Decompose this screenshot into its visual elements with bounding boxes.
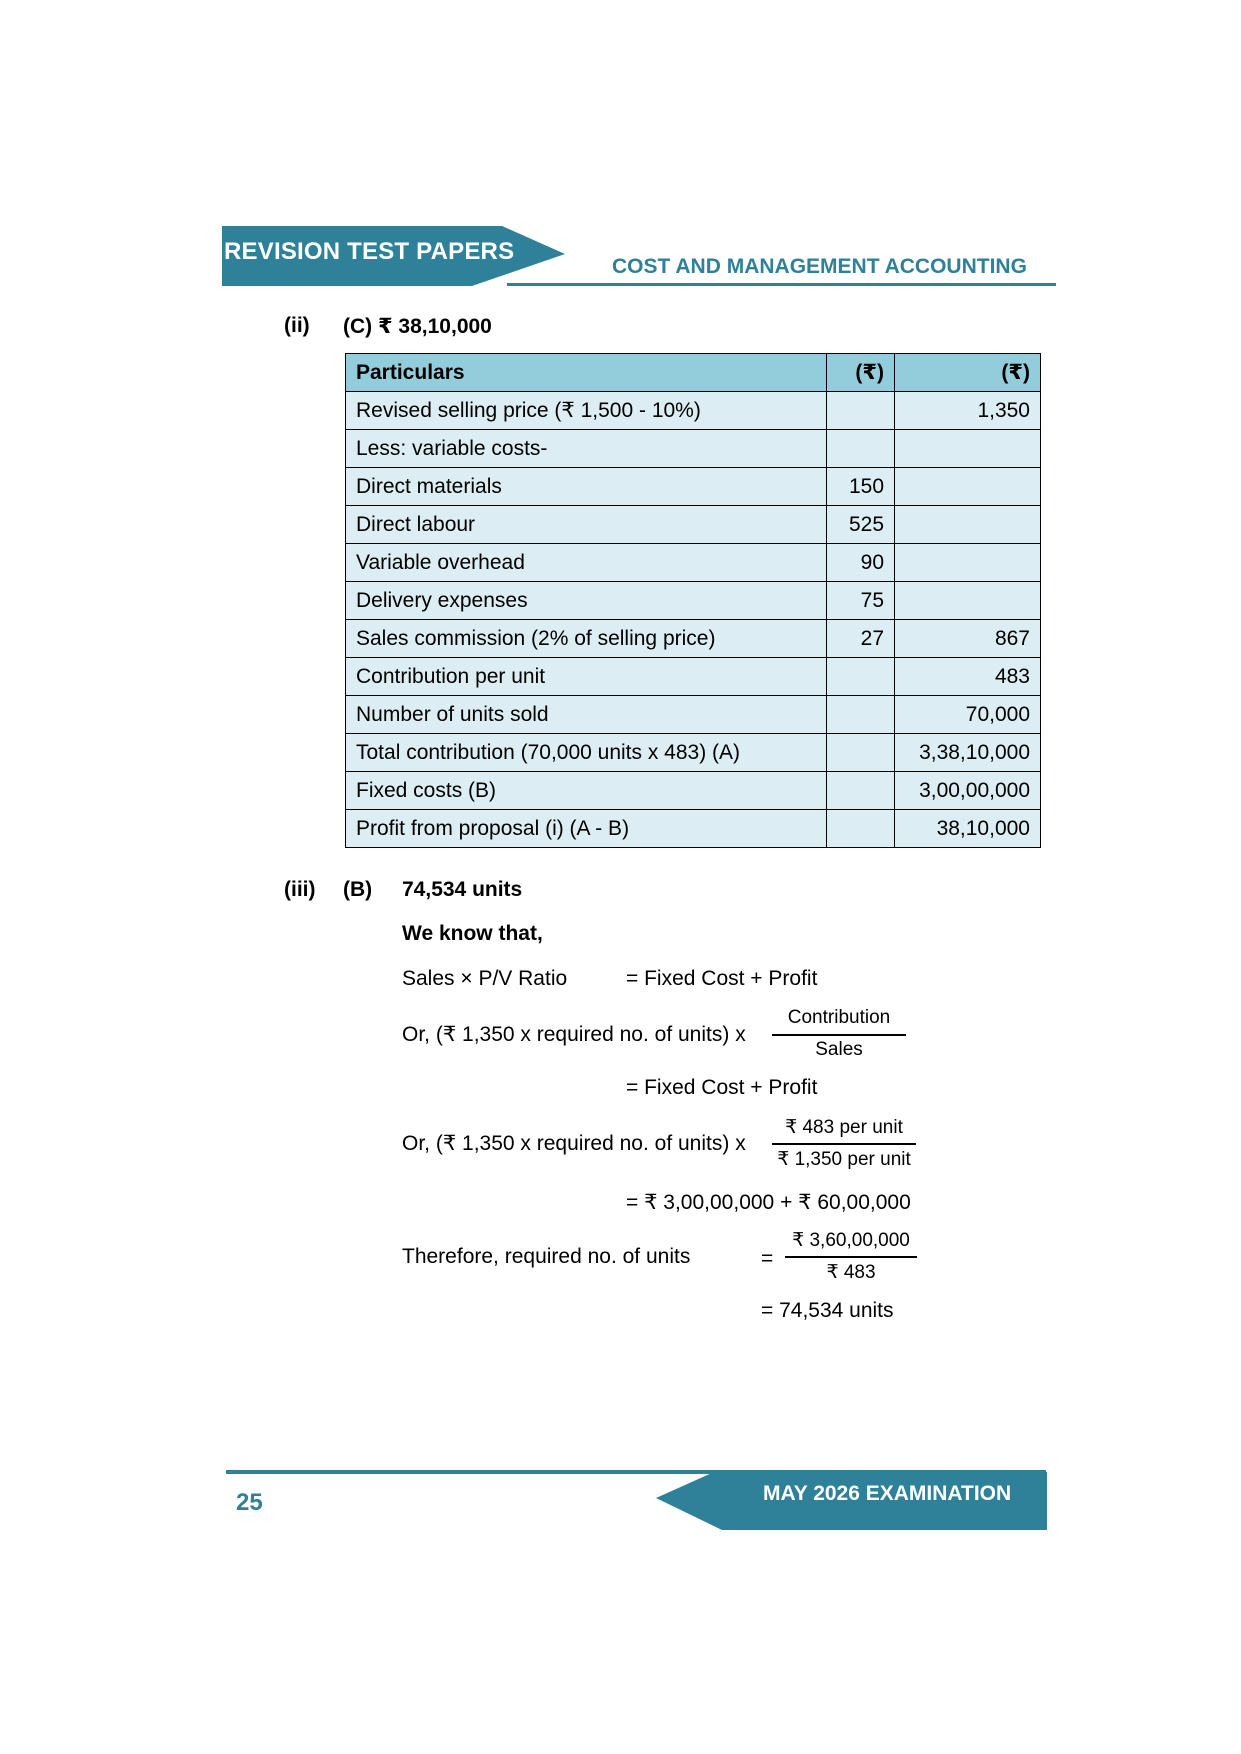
- equation-6-left: Therefore, required no. of units: [402, 1245, 691, 1268]
- equation-6-equals: =: [761, 1247, 774, 1270]
- table-cell: 3,38,10,000: [895, 734, 1041, 772]
- table-row: [346, 658, 1041, 696]
- table-cell: [827, 734, 895, 772]
- table-row: [346, 506, 1041, 544]
- table-header-amount-1: (₹): [827, 354, 895, 392]
- equation-4-denominator: ₹ 1,350 per unit: [777, 1149, 911, 1170]
- table-row: [346, 392, 1041, 430]
- table-cell: [827, 772, 895, 810]
- equation-6-numerator: ₹ 3,60,00,000: [792, 1230, 910, 1251]
- equation-1-right: = Fixed Cost + Profit: [626, 967, 818, 990]
- table-cell: 75: [827, 582, 895, 620]
- contribution-table: [345, 353, 1041, 848]
- table-cell: [895, 468, 1041, 506]
- table-cell: 1,350: [895, 392, 1041, 430]
- table-cell: [827, 430, 895, 468]
- table-cell: 3,00,00,000: [895, 772, 1041, 810]
- equation-1-left: Sales × P/V Ratio: [402, 967, 568, 990]
- table-cell: [895, 582, 1041, 620]
- table-cell: 38,10,000: [895, 810, 1041, 848]
- table-row: [346, 468, 1041, 506]
- header-left-title: REVISION TEST PAPERS: [224, 238, 515, 265]
- table-row: [346, 772, 1041, 810]
- table-cell: [827, 696, 895, 734]
- equation-2-numerator: Contribution: [787, 1007, 891, 1028]
- part-ii-option: (C) ₹ 38,10,000: [343, 315, 492, 338]
- table-cell: Less: variable costs-: [346, 430, 827, 468]
- equation-6-denominator: ₹ 483: [826, 1262, 876, 1283]
- table-cell: Revised selling price (₹ 1,500 - 10%): [346, 392, 827, 430]
- table-cell: 525: [827, 506, 895, 544]
- part-iii-number: (iii): [284, 878, 316, 901]
- table-row: [346, 620, 1041, 658]
- table-cell: 27: [827, 620, 895, 658]
- table-cell: Variable overhead: [346, 544, 827, 582]
- table-cell: 867: [895, 620, 1041, 658]
- equation-6-fraction-bar: [785, 1256, 917, 1258]
- part-iii-answer: 74,534 units: [402, 878, 523, 901]
- equation-4-numerator: ₹ 483 per unit: [785, 1117, 903, 1138]
- table-cell: 90: [827, 544, 895, 582]
- table-cell: Sales commission (2% of selling price): [346, 620, 827, 658]
- part-iii-option: (B): [343, 878, 373, 901]
- table-header-particulars: Particulars: [346, 354, 827, 392]
- table-cell: [895, 544, 1041, 582]
- header-right-title: COST AND MANAGEMENT ACCOUNTING: [612, 255, 1027, 278]
- table-cell: 150: [827, 468, 895, 506]
- solution-intro: We know that,: [402, 922, 543, 945]
- table-cell: [827, 392, 895, 430]
- equation-2-fraction-bar: [772, 1034, 906, 1036]
- footer-exam-title: MAY 2026 EXAMINATION: [763, 1482, 1012, 1505]
- table-cell: [827, 658, 895, 696]
- table-cell: [827, 810, 895, 848]
- table-row: [346, 734, 1041, 772]
- table-cell: Contribution per unit: [346, 658, 827, 696]
- table-row: [346, 544, 1041, 582]
- table-cell: Direct materials: [346, 468, 827, 506]
- equation-5: = ₹ 3,00,00,000 + ₹ 60,00,000: [626, 1191, 911, 1214]
- table-header-row: [346, 354, 1041, 392]
- table-cell: Fixed costs (B): [346, 772, 827, 810]
- equation-7: = 74,534 units: [761, 1299, 894, 1322]
- table-cell: Total contribution (70,000 units x 483) (A): [346, 734, 827, 772]
- table-cell: Direct labour: [346, 506, 827, 544]
- equation-2-denominator: Sales: [815, 1039, 863, 1060]
- table-cell: [895, 430, 1041, 468]
- table-row: [346, 696, 1041, 734]
- table-row: [346, 582, 1041, 620]
- table-row: [346, 810, 1041, 848]
- page-number: 25: [236, 1489, 263, 1516]
- table-row: [346, 430, 1041, 468]
- equation-3: = Fixed Cost + Profit: [626, 1076, 818, 1099]
- table-cell: Number of units sold: [346, 696, 827, 734]
- table-cell: 70,000: [895, 696, 1041, 734]
- table-header-amount-2: (₹): [895, 354, 1041, 392]
- table-cell: 483: [895, 658, 1041, 696]
- table-cell: Delivery expenses: [346, 582, 827, 620]
- header-rule: [507, 283, 1056, 286]
- equation-4-fraction-bar: [772, 1143, 916, 1145]
- equation-2-left: Or, (₹ 1,350 x required no. of units) x: [402, 1023, 746, 1046]
- table-cell: Profit from proposal (i) (A - B): [346, 810, 827, 848]
- equation-4-left: Or, (₹ 1,350 x required no. of units) x: [402, 1132, 746, 1155]
- table-cell: [895, 506, 1041, 544]
- part-ii-number: (ii): [284, 314, 310, 337]
